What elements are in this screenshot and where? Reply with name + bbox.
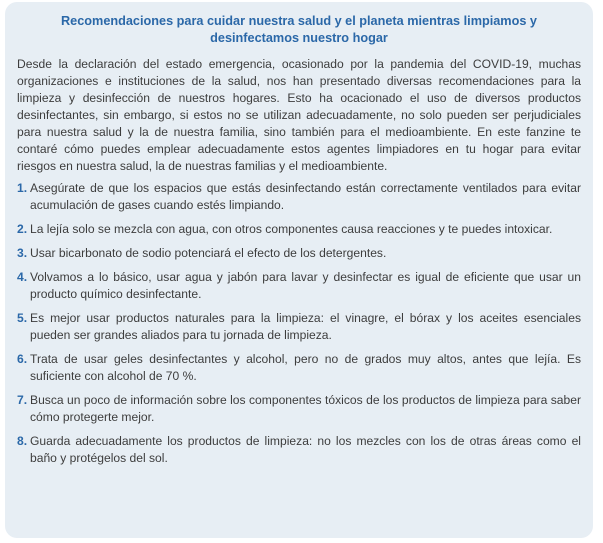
- recommendation-item: [17, 245, 581, 262]
- recommendation-item: [17, 351, 581, 385]
- item-number: 5.: [17, 311, 31, 325]
- item-number: 8.: [17, 434, 31, 448]
- item-number: 2.: [17, 222, 31, 236]
- item-number: 7.: [17, 393, 31, 407]
- item-text: Es mejor usar productos naturales para la limpieza: el vinagre, el bórax y los aceites esenciales pueden ser grandes aliados para tu jornada de limpieza.: [30, 311, 581, 342]
- recommendation-item: [17, 433, 581, 467]
- item-number: 3.: [17, 246, 31, 260]
- recommendations-list: [17, 180, 581, 467]
- item-number: 4.: [17, 270, 31, 284]
- item-text: Volvamos a lo básico, usar agua y jabón para lavar y desinfectar es igual de eficiente que usar un producto químico desinfectante.: [30, 270, 581, 301]
- recommendation-item: [17, 310, 581, 344]
- item-text: La lejía solo se mezcla con agua, con otros componentes causa reacciones y te puedes intoxicar.: [30, 222, 553, 236]
- item-text: Usar bicarbonato de sodio potenciará el efecto de los detergentes.: [30, 246, 387, 260]
- item-text: Busca un poco de información sobre los componentes tóxicos de los productos de limpieza para saber cómo protegerte mejor.: [30, 393, 581, 424]
- item-text: Asegúrate de que los espacios que estás desinfectando están correctamente ventilados para evitar acumulación de gases cuando estés limpiando.: [30, 181, 581, 212]
- recommendation-item: [17, 221, 581, 238]
- item-number: 1.: [17, 181, 31, 195]
- recommendation-item: [17, 392, 581, 426]
- item-text: Guarda adecuadamente los productos de limpieza: no los mezcles con los de otras áreas como el baño y protégelos del sol.: [30, 434, 581, 465]
- recommendations-card: [5, 2, 593, 538]
- recommendation-item: [17, 180, 581, 214]
- intro-paragraph: Desde la declaración del estado emergencia, ocasionado por la pandemia del COVID-19, muchas organizaciones e instituciones de la salud, nos han presentado diversas recomendaciones para la limpieza y desinfección de nuestros hogares. Esto ha ocacionado el uso de diversos productos desinfectantes, sin embargo, si estos no se utilizan adecuadamente, no solo pueden ser perjudiciales para nuestra salud y la de nuestra familia, sino también para el medioambiente. En este fanzine te contaré cómo puedes emplear adecuadamente estos agentes limpiadores en tu hogar para evitar riesgos en nuestra salud, la de nuestras familias y el medioambiente.: [17, 57, 581, 173]
- page-title: Recomendaciones para cuidar nuestra salud y el planeta mientras limpiamos y desinfectamos nuestro hogar: [61, 14, 537, 45]
- item-text: Trata de usar geles desinfectantes y alcohol, pero no de grados muy altos, antes que lejía. Es suficiente con alcohol de 70 %.: [30, 352, 581, 383]
- recommendation-item: [17, 269, 581, 303]
- item-number: 6.: [17, 352, 31, 366]
